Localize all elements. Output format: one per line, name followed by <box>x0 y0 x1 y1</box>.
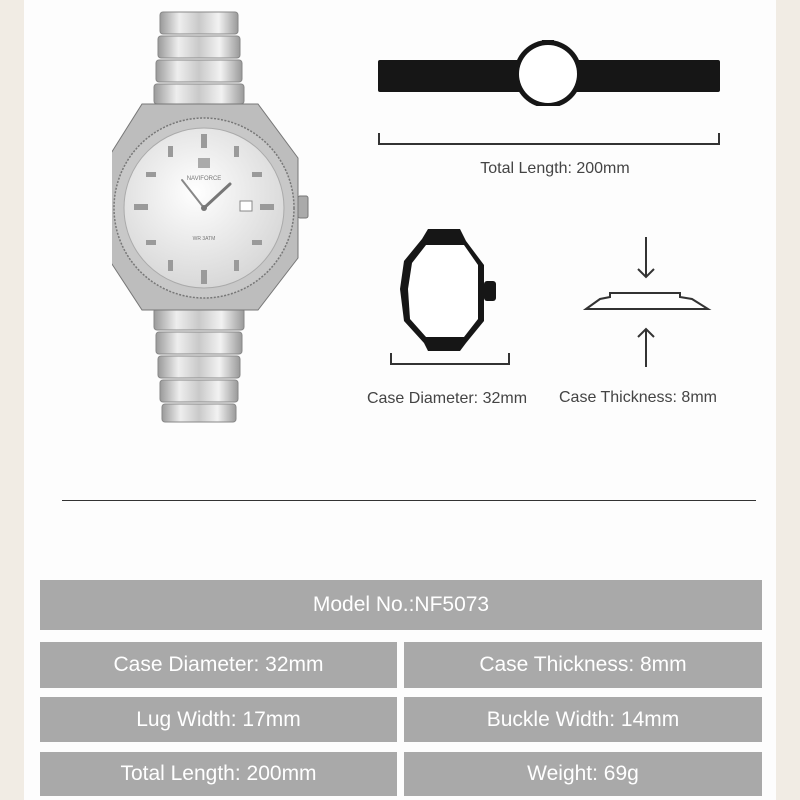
length-dimension-tick-left <box>378 133 380 145</box>
water-resistance-label: WR 3ATM <box>192 236 216 242</box>
section-divider <box>62 500 756 501</box>
brand-name: NAVIFORCE <box>186 176 222 182</box>
case-thickness-caption: Case Thickness: 8mm <box>559 389 717 406</box>
case-thickness-diagram <box>580 235 720 370</box>
diameter-dimension-line <box>390 363 510 365</box>
lower-bracelet <box>154 308 244 422</box>
case-diameter-diagram <box>390 225 500 355</box>
spec-lug-width: Lug Width: 17mm <box>40 697 397 742</box>
date-window <box>240 201 252 211</box>
spec-case-diameter: Case Diameter: 32mm <box>40 642 397 688</box>
length-dimension-tick-right <box>718 133 720 145</box>
spec-weight: Weight: 69g <box>404 752 762 796</box>
length-dimension-line <box>378 143 720 145</box>
left-frame <box>0 0 24 800</box>
watch-image <box>112 8 312 428</box>
upper-bracelet <box>154 12 244 104</box>
diameter-dimension-tick-left <box>390 353 392 365</box>
spec-buckle-width: Buckle Width: 14mm <box>404 697 762 742</box>
spec-model: Model No.:NF5073 <box>40 580 762 630</box>
brand-logo-mark <box>198 158 210 168</box>
right-frame <box>776 0 800 800</box>
spec-case-thickness: Case Thickness: 8mm <box>404 642 762 688</box>
total-length-caption: Total Length: 200mm <box>480 160 630 177</box>
case-diameter-caption: Case Diameter: 32mm <box>366 390 528 407</box>
strap-diagram <box>376 38 722 106</box>
diameter-dimension-tick-right <box>508 353 510 365</box>
spec-total-length: Total Length: 200mm <box>40 752 397 796</box>
